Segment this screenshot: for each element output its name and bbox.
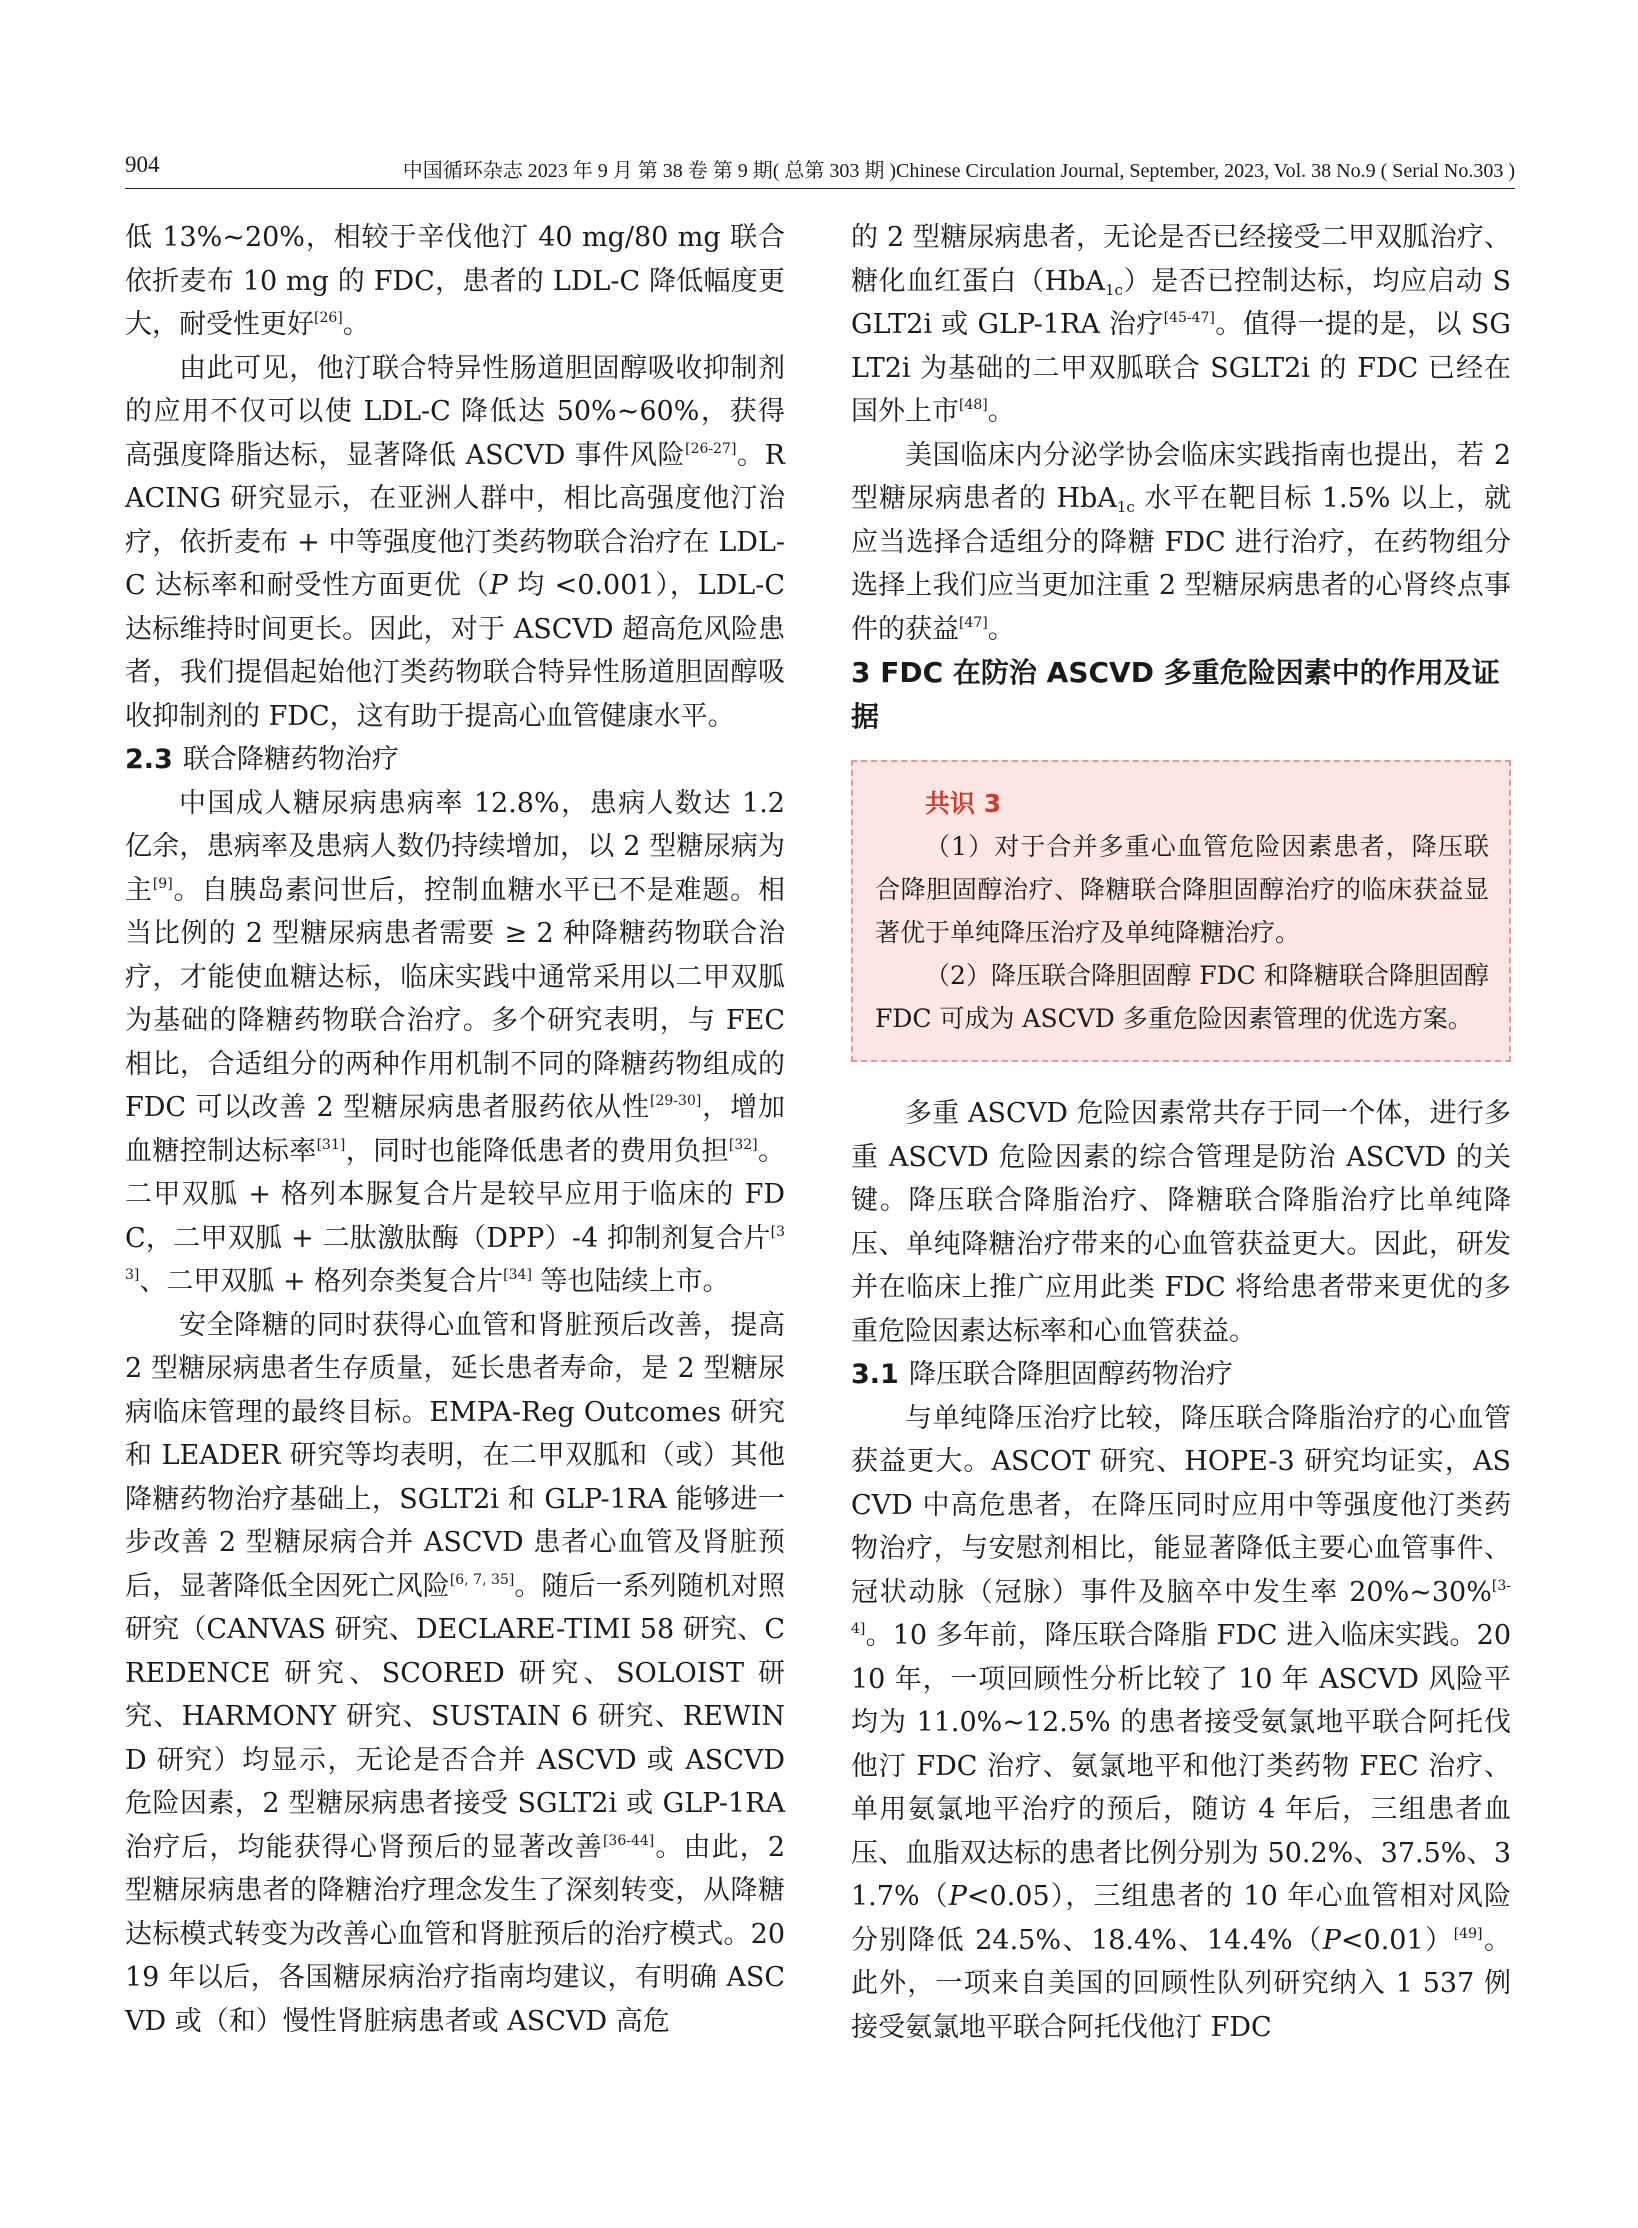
citation[interactable]: [33] [125, 1223, 785, 1283]
citation[interactable]: [34] [503, 1267, 532, 1283]
paragraph: 多重 ASCVD 危险因素常共存于同一个体，进行多重 ASCVD 危险因素的综合管理是防治 ASCVD 的关键。降压联合降脂治疗、降糖联合降脂治疗比单纯降压、单纯降糖治疗带来的心血管获益更大。因此，研发并在临床上推广应用此类 FDC 将给患者带来更优的多重危险因素达标率和心血管获益。 [851, 1098, 1511, 1347]
section-heading: 2.3 联合降糖药物治疗 [125, 744, 399, 775]
section-heading: 3 FDC 在防治 ASCVD 多重危险因素中的作用及证据 [851, 656, 1500, 733]
running-header [125, 148, 1515, 189]
citation[interactable]: [29-30] [650, 1093, 702, 1109]
citation[interactable]: [9] [152, 875, 173, 892]
citation[interactable]: [26] [314, 310, 343, 326]
paragraph: 的 2 型糖尿病患者，无论是否已经接受二甲双胍治疗、糖化血红蛋白（HbA$_{1c}$）是否已控制达标，均应启动 SGLT2i 或 GLP-1RA 治疗[45-47]。值得一提的是，以 SGLT2i 为基础的二甲双胍联合 SGLT2i 的 FDC 已经在国外上市[48]。 [851, 222, 1511, 427]
right-column [851, 216, 1511, 2049]
citation[interactable]: [45-47] [1163, 310, 1215, 326]
consensus-item: （2）降压联合降胆固醇 FDC 和降糖联合降胆固醇 FDC 可成为 ASCVD 多重危险因素管理的优选方案。 [875, 961, 1489, 1033]
section-heading: 3.1 降压联合降胆固醇药物治疗 [851, 1359, 1233, 1390]
paragraph: 低 13%~20%，相较于辛伐他汀 40 mg/80 mg 联合依折麦布 10 mg 的 FDC，患者的 LDL-C 降低幅度更大，耐受性更好[26]。 [125, 222, 785, 340]
consensus-box [851, 760, 1511, 1062]
paragraph: 由此可见，他汀联合特异性肠道胆固醇吸收抑制剂的应用不仅可以使 LDL-C 降低达 50%~60%，获得高强度降脂达标，显著降低 ASCVD 事件风险[26-27]。RACING 研究显示，在亚洲人群中，相比高强度他汀治疗，依折麦布 + 中等强度他汀类药物联合治疗在 LDL-C 达标率和耐受性方面更优（P 均 <0.001），LDL-C 达标维持时间更长。因此，对于 ASCVD 超高危风险患者，我们提倡起始他汀类药物联合特异性肠道胆固醇吸收抑制剂的 FDC，这有助于提高心血管健康水平。 [125, 352, 785, 732]
paragraph: 中国成人糖尿病患病率 12.8%，患病人数达 1.2 亿余，患病率及患病人数仍持续增加，以 2 型糖尿病为主[9]。自胰岛素问世后，控制血糖水平已不是难题。相当比例的 2 型糖尿病患者需要 ≥ 2 种降糖药物联合治疗，才能使血糖达标，临床实践中通常采用以二甲双胍为基础的降糖药物联合治疗。多个研究表明，与 FEC 相比，合适组分的两种作用机制不同的降糖药物组成的 FDC 可以改善 2 型糖尿病患者服药依从性[29-30]，增加血糖控制达标率[31]，同时也能降低患者的费用负担[32]。二甲双胍 + 格列本脲复合片是较早应用于临床的 FDC，二甲双胍 + 二肽激肽酶（DPP）-4 抑制剂复合片[33]、二甲双胍 + 格列奈类复合片[34] 等也陆续上市。 [125, 787, 786, 1297]
journal-citation: 中国循环杂志 2023 年 9 月 第 38 卷 第 9 期( 总第 303 期 )Chinese Circulation Journal, September, 2023, Vol. 38 No.9 ( Serial No.303 ) [402, 160, 1515, 182]
citation[interactable]: [48] [959, 397, 988, 413]
citation[interactable]: [32] [728, 1136, 758, 1153]
citation[interactable]: [31] [316, 1136, 346, 1153]
citation[interactable]: [49] [1453, 1925, 1483, 1942]
left-column [125, 216, 785, 2043]
paragraph: 与单纯降压治疗比较，降压联合降脂治疗的心血管获益更大。ASCOT 研究、HOPE-3 研究均证实，ASCVD 中高危患者，在降压同时应用中等强度他汀类药物治疗，与安慰剂相比，能显著降低主要心血管事件、冠状动脉（冠脉）事件及脑卒中发生率 20%~30%[3-4]。10 多年前，降压联合降脂 FDC 进入临床实践。2010 年，一项回顾性分析比较了 10 年 ASCVD 风险平均为 11.0%~12.5% 的患者接受氨氯地平联合阿托伐他汀 FDC 治疗、氨氯地平和他汀类药物 FEC 治疗、单用氨氯地平治疗的预后，随访 4 年后，三组患者血压、血脂双达标的患者比例分别为 50.2%、37.5%、31.7%（P<0.05），三组患者的 10 年心血管相对风险分别降低 24.5%、18.4%、14.4%（P<0.01）[49]。此外，一项来自美国的回顾性队列研究纳入 1 537 例接受氨氯地平联合阿托伐他汀 FDC [851, 1402, 1511, 2043]
citation[interactable]: [3-4] [851, 1577, 1511, 1637]
citation[interactable]: [47] [959, 614, 988, 631]
consensus-item: （1）对于合并多重心血管危险因素患者，降压联合降胆固醇治疗、降糖联合降胆固醇治疗的临床获益显著优于单纯降压治疗及单纯降糖治疗。 [875, 832, 1489, 947]
citation[interactable]: [26-27] [685, 440, 737, 457]
citation[interactable]: [36-44] [602, 1832, 655, 1849]
paragraph: 美国临床内分泌学协会临床实践指南也提出，若 2 型糖尿病患者的 HbA$_{1c}$ 水平在靶目标 1.5% 以上，就应当选择合适组分的降糖 FDC 进行治疗，在药物组分选择上我们应当更加注重 2 型糖尿病患者的心肾终点事件的获益[47]。 [851, 439, 1511, 645]
page-number: 904 [125, 152, 160, 177]
consensus-title: 共识 3 [925, 789, 1002, 818]
citation[interactable]: [6, 7, 35] [449, 1571, 515, 1588]
paragraph: 安全降糖的同时获得心血管和肾脏预后改善，提高 2 型糖尿病患者生存质量，延长患者寿命，是 2 型糖尿病临床管理的最终目标。EMPA-Reg Outcomes 研究和 LEADER 研究等均表明，在二甲双胍和（或）其他降糖药物治疗基础上，SGLT2i 和 GLP-1RA 能够进一步改善 2 型糖尿病合并 ASCVD 患者心血管及肾脏预后，显著降低全因死亡风险[6, 7, 35]。随后一系列随机对照研究（CANVAS 研究、DECLARE-TIMI 58 研究、CREDENCE 研究、SCORED 研究、SOLOIST 研究、HARMONY 研究、SUSTAIN 6 研究、REWIND 研究）均显示，无论是否合并 ASCVD 或 ASCVD 危险因素，2 型糖尿病患者接受 SGLT2i 或 GLP-1RA 治疗后，均能获得心肾预后的显著改善[36-44]。由此，2 型糖尿病患者的降糖治疗理念发生了深刻转变，从降糖达标模式转变为改善心血管和肾脏预后的治疗模式。2019 年以后，各国糖尿病治疗指南均建议，有明确 ASCVD 或（和）慢性肾脏病患者或 ASCVD 高危 [125, 1309, 786, 2037]
